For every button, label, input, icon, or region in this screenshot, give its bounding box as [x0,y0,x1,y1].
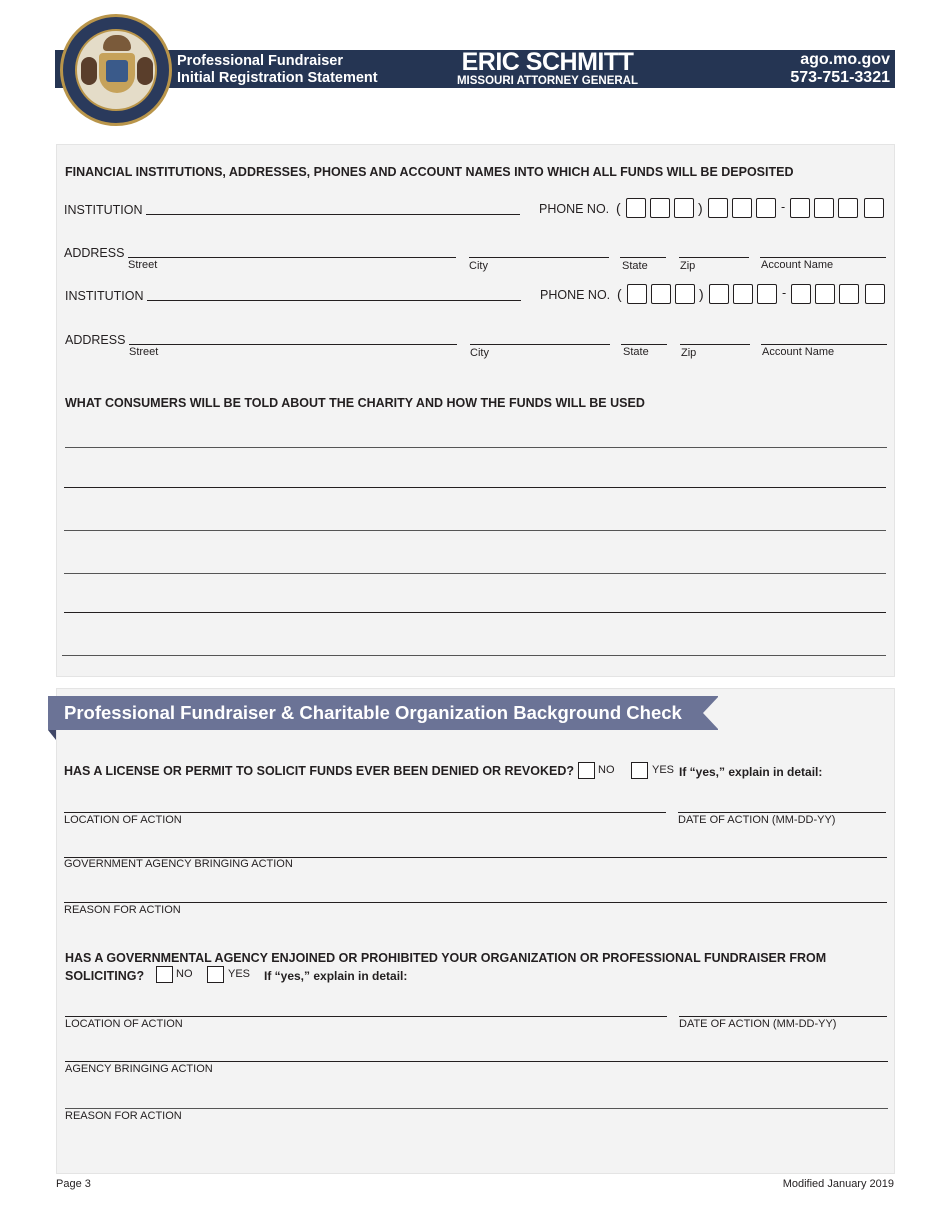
phone-digit-box[interactable] [790,198,810,218]
date-of-action-field[interactable] [678,812,886,813]
consumers-answer-line[interactable] [62,655,886,656]
street-field[interactable] [129,344,457,345]
agency-caption: AGENCY BRINGING ACTION [65,1063,213,1075]
q2-explain-label: If “yes,” explain in detail: [264,969,408,983]
question-license-denied: HAS A LICENSE OR PERMIT TO SOLICIT FUNDS EVER BEEN DENIED OR REVOKED? [64,764,575,778]
q1-yes-label: YES [652,764,675,776]
account-name-field[interactable] [760,257,886,258]
state-field[interactable] [620,257,666,258]
phone-digit-box[interactable] [627,284,647,304]
phone-digit-box[interactable] [651,284,671,304]
consumers-answer-line[interactable] [65,447,887,448]
phone-digit-box[interactable] [791,284,811,304]
consumers-answer-line[interactable] [64,612,886,613]
city-caption: City [469,260,488,272]
q1-no-checkbox[interactable] [578,762,595,779]
office-name: MISSOURI ATTORNEY GENERAL [456,75,639,87]
phone-digit-box[interactable] [675,284,695,304]
phone-digit-box[interactable] [757,284,777,304]
office-phone: 573-751-3321 [790,69,890,86]
financial-heading: FINANCIAL INSTITUTIONS, ADDRESSES, PHONES AND ACCOUNT NAMES INTO WHICH ALL FUNDS WILL BE DEPOSITED [65,165,794,179]
date-of-action-caption: DATE OF ACTION (MM-DD-YY) [679,1018,837,1030]
phone-close-paren: ) [698,200,703,216]
phone-digit-box[interactable] [815,284,835,304]
q2-no-label: NO [176,968,193,980]
q1-no-label: NO [598,764,615,776]
phone-digit-box[interactable] [839,284,859,304]
q1-explain-label: If “yes,” explain in detail: [679,765,823,779]
page-number: Page 3 [56,1178,91,1190]
q2-yes-checkbox[interactable] [207,966,224,983]
location-of-action-caption: LOCATION OF ACTION [64,814,182,826]
question-enjoined-line1: HAS A GOVERNMENTAL AGENCY ENJOINED OR PROHIBITED YOUR ORGANIZATION OR PROFESSIONAL FUNDRAISER FROM [65,951,827,965]
consumers-answer-line[interactable] [64,487,886,488]
zip-field[interactable] [679,257,749,258]
phone-open-paren: ( [617,286,622,302]
institution-field[interactable] [147,300,521,301]
phone-dash: - [782,286,787,300]
address-label: ADDRESS [64,246,125,260]
phone-digit-box[interactable] [814,198,834,218]
reason-field[interactable] [65,1108,888,1109]
website-link[interactable]: ago.mo.gov [800,51,890,68]
q2-yes-label: YES [228,968,251,980]
city-caption: City [470,347,489,359]
phone-dash: - [781,200,786,214]
street-caption: Street [129,346,159,358]
date-of-action-field[interactable] [679,1016,887,1017]
phone-open-paren: ( [616,200,621,216]
background-check-panel [56,688,895,1174]
address-label: ADDRESS [65,333,126,347]
seal-bear-right [137,57,153,85]
consumers-heading: WHAT CONSUMERS WILL BE TOLD ABOUT THE CHARITY AND HOW THE FUNDS WILL BE USED [65,396,645,410]
banner-fold [48,730,56,740]
question-enjoined-line2: SOLICITING? [65,969,145,983]
phone-close-paren: ) [699,286,704,302]
seal-shield [99,53,135,93]
reason-caption: REASON FOR ACTION [64,904,181,916]
missouri-ag-seal-logo [60,14,172,126]
city-field[interactable] [469,257,609,258]
banner-notch [703,696,719,730]
form-title-line2: Initial Registration Statement [177,70,378,86]
section-banner-title: Professional Fundraiser & Charitable Organization Background Check [64,702,682,723]
city-field[interactable] [470,344,610,345]
gov-agency-caption: GOVERNMENT AGENCY BRINGING ACTION [64,858,293,870]
phone-digit-box[interactable] [733,284,753,304]
phone-digit-box[interactable] [626,198,646,218]
state-caption: State [623,346,649,358]
location-of-action-field[interactable] [65,1016,667,1017]
form-title [177,53,378,87]
phone-digit-box[interactable] [864,198,884,218]
phone-label: PHONE NO. [540,288,611,302]
phone-digit-box[interactable] [674,198,694,218]
financial-panel [56,144,895,677]
state-field[interactable] [621,344,667,345]
account-name-caption: Account Name [761,259,834,271]
agency-field[interactable] [65,1061,888,1062]
consumers-answer-line[interactable] [64,530,886,531]
phone-digit-box[interactable] [865,284,885,304]
phone-digit-box[interactable] [708,198,728,218]
consumers-answer-line[interactable] [64,573,886,574]
reason-field[interactable] [64,902,887,903]
zip-caption: Zip [681,347,697,359]
account-name-field[interactable] [761,344,887,345]
location-of-action-caption: LOCATION OF ACTION [65,1018,183,1030]
phone-digit-box[interactable] [650,198,670,218]
seal-eagle [103,35,131,51]
phone-digit-box[interactable] [756,198,776,218]
phone-digit-box[interactable] [838,198,858,218]
attorney-general-name: ERIC SCHMITT [461,48,634,76]
date-of-action-caption: DATE OF ACTION (MM-DD-YY) [678,814,836,826]
street-field[interactable] [128,257,456,258]
q2-no-checkbox[interactable] [156,966,173,983]
contact-info [790,51,890,87]
q1-yes-checkbox[interactable] [631,762,648,779]
institution-label: INSTITUTION [65,289,144,303]
account-name-caption: Account Name [762,346,835,358]
phone-digit-box[interactable] [732,198,752,218]
institution-field[interactable] [146,214,520,215]
state-caption: State [622,260,648,272]
location-of-action-field[interactable] [64,812,666,813]
reason-caption: REASON FOR ACTION [65,1110,182,1122]
street-caption: Street [128,259,158,271]
form-title-line1: Professional Fundraiser [177,53,343,69]
seal-bear-left [81,57,97,85]
phone-label: PHONE NO. [539,202,610,216]
zip-field[interactable] [680,344,750,345]
institution-label: INSTITUTION [64,203,143,217]
phone-digit-box[interactable] [709,284,729,304]
zip-caption: Zip [680,260,696,272]
modified-date: Modified January 2019 [782,1178,894,1190]
